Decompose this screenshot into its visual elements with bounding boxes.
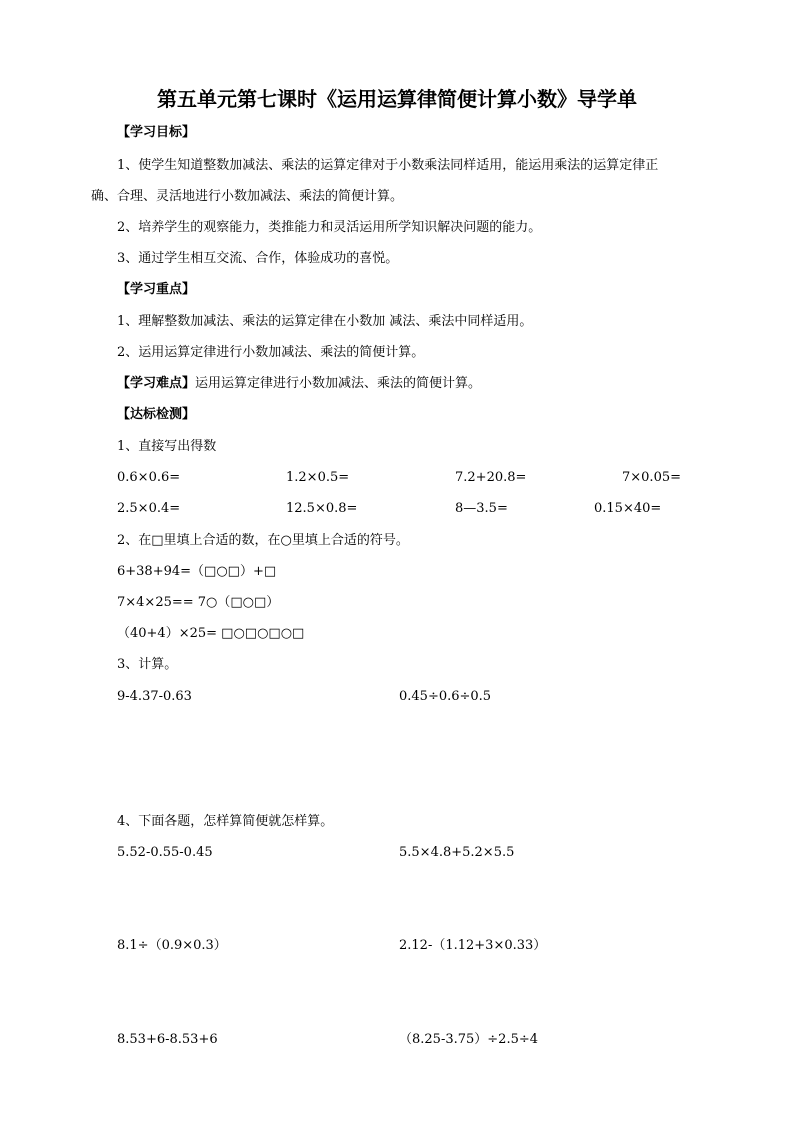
- q1-r2-c3: 8—3.5=: [455, 501, 508, 516]
- learning-goals-heading: 【学习目标】: [117, 125, 196, 140]
- q2-prompt: 2、在□里填上合适的数，在○里填上合适的符号。: [117, 533, 409, 548]
- difficulty-line: [117, 375, 481, 393]
- q3-a: 9-4.37-0.63: [117, 689, 192, 704]
- goal-2: 2、培养学生的观察能力，类推能力和灵活运用所学知识解决问题的能力。: [117, 220, 542, 235]
- q1-r2-c1: 2.5×0.4=: [117, 501, 181, 516]
- q4-b: 5.5×4.8+5.2×5.5: [399, 845, 515, 860]
- q4-e: 8.53+6-8.53+6: [117, 1032, 218, 1047]
- goal-3: 3、通过学生相互交流、合作，体验成功的喜悦。: [117, 251, 399, 266]
- q1-r2-c4: 0.15×40=: [594, 501, 662, 516]
- q4-d: 2.12-（1.12+3×0.33）: [399, 938, 547, 953]
- q2-line-1: 6+38+94=（□○□）+□: [117, 564, 277, 579]
- q4-f: （8.25-3.75）÷2.5÷4: [399, 1032, 539, 1047]
- q4-a: 5.52-0.55-0.45: [117, 845, 213, 860]
- goal-1-line-2: 确、合理、灵活地进行小数加减法、乘法的简便计算。: [91, 189, 404, 204]
- q3-prompt: 3、计算。: [117, 657, 178, 672]
- key-point-2: 2、运用运算定律进行小数加减法、乘法的简便计算。: [117, 345, 425, 360]
- q1-r1-c1: 0.6×0.6=: [117, 470, 181, 485]
- q2-line-2: 7×4×25== 7○（□○□）: [117, 595, 280, 610]
- q3-b: 0.45÷0.6÷0.5: [399, 689, 492, 704]
- q4-prompt: 4、下面各题，怎样算简便就怎样算。: [117, 814, 334, 829]
- document-title: 第五单元第七课时《运用运算律简便计算小数》导学单: [157, 87, 637, 111]
- q1-r2-c2: 12.5×0.8=: [286, 501, 358, 516]
- q1-r1-c2: 1.2×0.5=: [286, 470, 350, 485]
- difficulty-heading: 【学习难点】: [117, 376, 196, 391]
- key-points-heading: 【学习重点】: [117, 282, 196, 297]
- q2-line-3: （40+4）×25= □○□○□○□: [117, 626, 305, 641]
- check-heading: 【达标检测】: [117, 407, 196, 422]
- q1-prompt: 1、直接写出得数: [117, 439, 217, 454]
- key-point-1: 1、理解整数加减法、乘法的运算定律在小数加 减法、乘法中同样适用。: [117, 314, 533, 329]
- goal-1-line-1: 1、使学生知道整数加减法、乘法的运算定律对于小数乘法同样适用，能运用乘法的运算定律正: [117, 158, 659, 173]
- difficulty-text: 运用运算定律进行小数加减法、乘法的简便计算。: [195, 376, 482, 391]
- q1-r1-c4: 7×0.05=: [622, 470, 682, 485]
- q1-r1-c3: 7.2+20.8=: [455, 470, 527, 485]
- q4-c: 8.1÷（0.9×0.3）: [117, 938, 227, 953]
